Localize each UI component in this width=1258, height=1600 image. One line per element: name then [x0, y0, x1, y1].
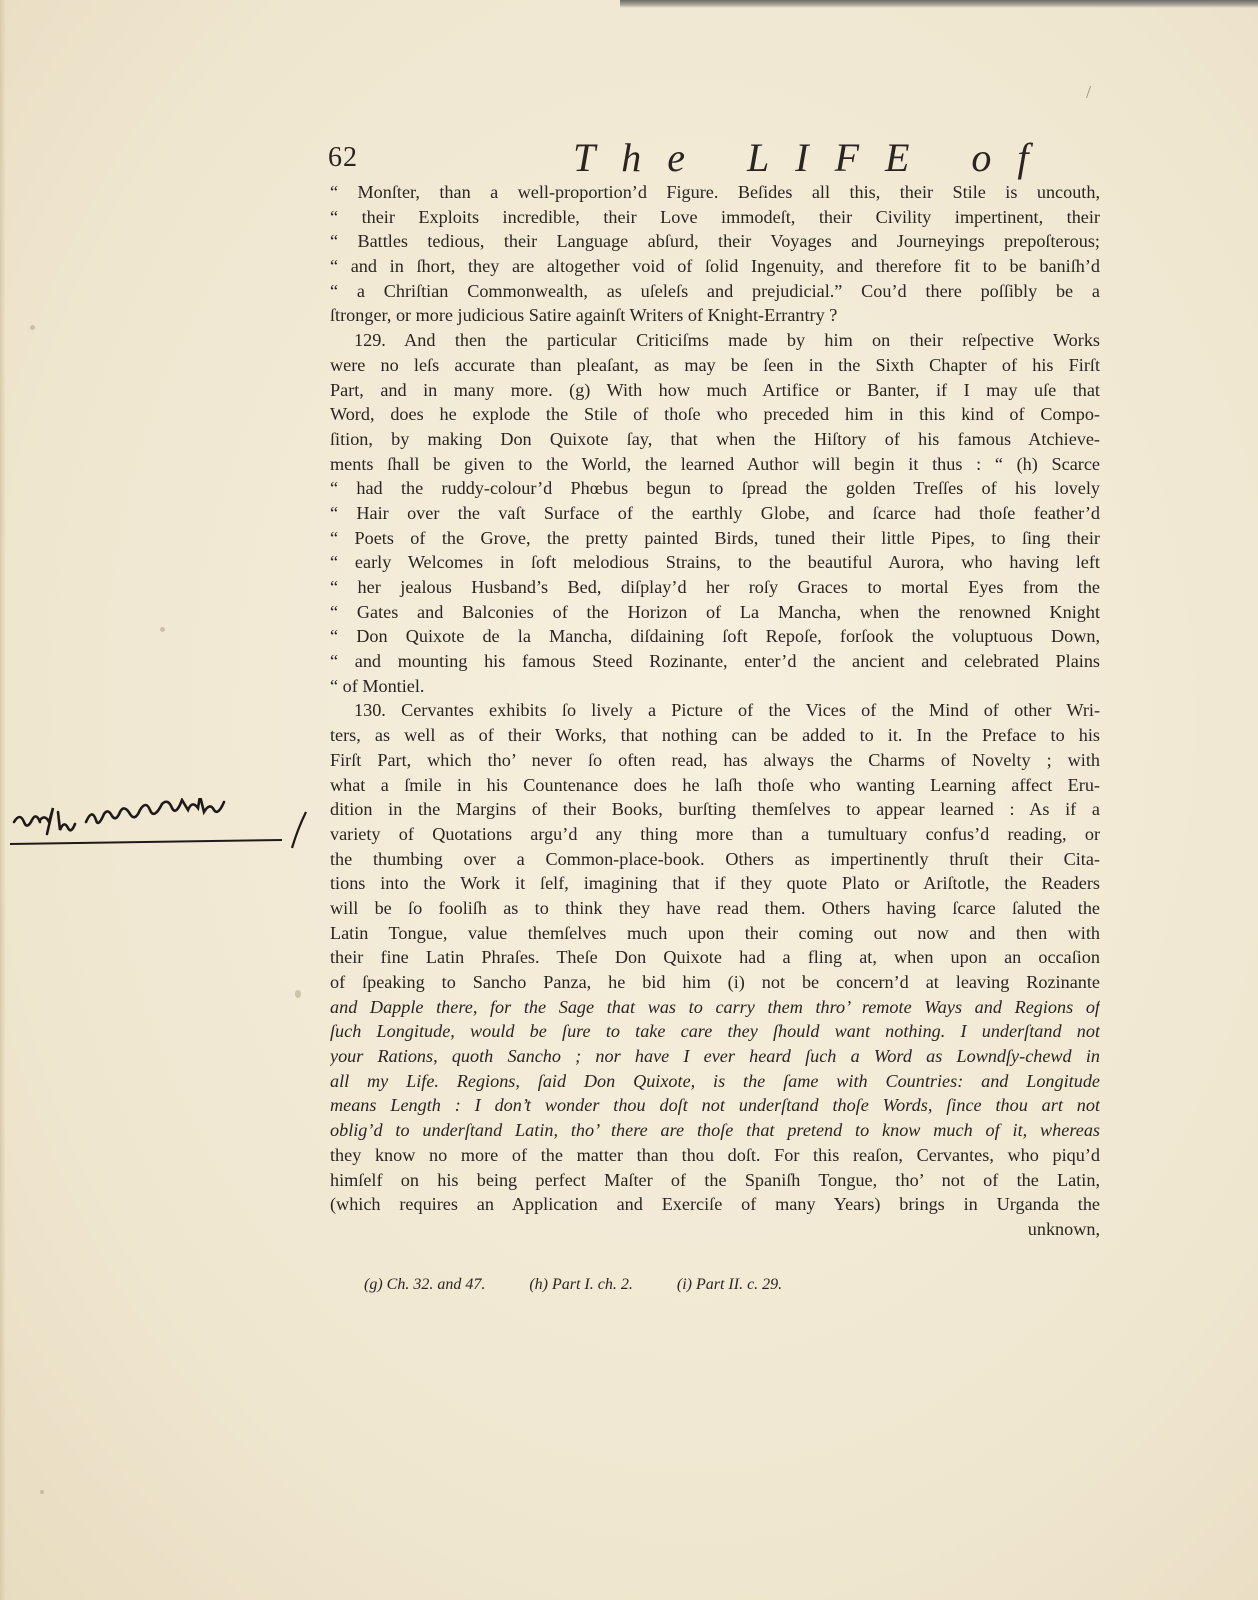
- text-line: “ Monſter, than a well-proportion’d Figure. Beſides all this, their Stile is uncouth,: [330, 182, 1100, 202]
- page-top-edge-shadow: [620, 0, 1258, 8]
- text-line: “ Gates and Balconies of the Horizon of La Mancha, when the renowned Knight: [330, 601, 1100, 622]
- text-line: all my Life. Regions, ſaid Don Quixote, is the ſame with Countries: and Longitude: [330, 1070, 1100, 1091]
- text-line: “ Poets of the Grove, the pretty painted Birds, tuned their little Pipes, to ſing their: [330, 527, 1100, 548]
- page-number: 62: [328, 142, 358, 173]
- text-line: and Dapple there, for the Sage that was to carry them thro’ remote Ways and Regions of: [330, 996, 1100, 1017]
- text-line: were no leſs accurate than pleaſant, as may be ſeen in the Sixth Chapter of his Firſt: [330, 354, 1100, 375]
- text-line: will be ſo fooliſh as to think they have read them. Others having ſcarce ſaluted the: [330, 897, 1100, 918]
- text-line: what a ſmile in his Countenance does he laſh thoſe who wanting Learning affect Eru-: [330, 774, 1100, 795]
- text-line: ſition, by making Don Quixote ſay, that when the Hiſtory of his famous Atchieve-: [330, 428, 1100, 449]
- catchword: unknown,: [1027, 1218, 1100, 1239]
- text-line: “ and mounting his famous Steed Rozinante, enter’d the ancient and celebrated Plains: [330, 651, 1100, 672]
- text-line: variety of Quotations argu’d any thing more than a tumultuary confus’d reading, or: [330, 823, 1100, 844]
- text-line: Word, does he explode the Stile of thoſe who preceded him in this kind of Compo-: [330, 404, 1100, 425]
- footnote-g: (g) Ch. 32. and 47.: [364, 1276, 486, 1293]
- text-line: 130. Cervantes exhibits ſo lively a Picture of the Vices of the Mind of other Wri-: [354, 700, 1100, 721]
- body-text: [330, 180, 1100, 1242]
- text-line: “ Battles tedious, their Language abſurd, their Voyages and Journeyings prepoſterous;: [330, 231, 1100, 252]
- text-line: ments ſhall be given to the World, the learned Author will begin it thus : “ (h) Scarce: [330, 453, 1100, 474]
- paper-spot: [30, 325, 35, 330]
- paper-spot: [160, 627, 165, 632]
- text-line: ſuch Longitude, would be ſure to take care they ſhould want nothing. I underſtand not: [330, 1021, 1100, 1042]
- paper-spot: [295, 990, 301, 998]
- text-line: they know no more of the matter than thou doſt. For this reaſon, Cervantes, who piqu’d: [330, 1144, 1100, 1165]
- text-line: “ had the ruddy-colour’d Phœbus begun to ſpread the golden Treſſes of his lovely: [330, 478, 1100, 499]
- text-line: tions into the Work it ſelf, imagining that if they quote Plato or Ariſtotle, the Readers: [330, 873, 1100, 894]
- text-line: “ Hair over the vaſt Surface of the earthly Globe, and ſcarce had thoſe feather’d: [330, 502, 1100, 523]
- text-line: 129. And then the particular Criticiſms made by him on their reſpective Works: [354, 330, 1100, 351]
- text-line: “ Don Quixote de la Mancha, diſdaining ſoft Repoſe, forſook the voluptuous Down,: [330, 626, 1100, 647]
- text-line: “ her jealous Husband’s Bed, diſplay’d her roſy Graces to mortal Eyes from the: [330, 577, 1100, 597]
- text-line: ters, as well as of their Works, that nothing can be added to it. In the Preface to his: [330, 725, 1100, 746]
- text-line: dition in the Margins of their Books, burſting themſelves to appear learned : As if a: [330, 799, 1100, 820]
- text-line: oblig’d to underſtand Latin, tho’ there are thoſe that pretend to know much of it, whereas: [330, 1120, 1100, 1141]
- handwritten-margin-signature: [6, 798, 326, 854]
- text-line: (which requires an Application and Exerciſe of many Years) brings in Urganda the: [330, 1194, 1100, 1215]
- corner-mark: /: [1086, 82, 1092, 102]
- footnote-i: (i) Part II. c. 29.: [676, 1276, 783, 1293]
- text-line: your Rations, quoth Sancho ; nor have I ever heard ſuch a Word as Lowndſy-chewd in: [330, 1046, 1100, 1067]
- text-line: Part, and in many more. (g) With how much Artifice or Banter, if I may uſe that: [330, 379, 1100, 400]
- footnotes: [364, 1276, 924, 1294]
- text-line: of ſpeaking to Sancho Panza, he bid him (i) not be concern’d at leaving Rozinante: [330, 972, 1100, 992]
- text-line: “ a Chriſtian Commonwealth, as uſeleſs and prejudicial.” Cou’d there poſſibly be a: [330, 280, 1100, 301]
- paper-spot: [40, 1490, 44, 1494]
- text-line: Firſt Part, which tho’ never ſo often read, has always the Charms of Novelty ; with: [330, 749, 1100, 770]
- text-line: Latin Tongue, value themſelves much upon their coming out now and then with: [330, 922, 1100, 943]
- page-header: [323, 134, 1123, 184]
- text-line: “ early Welcomes in ſoft melodious Strains, to the beautiful Aurora, who having left: [330, 552, 1100, 573]
- footnote-h: (h) Part I. ch. 2.: [529, 1276, 633, 1293]
- signature-drawing: [6, 798, 326, 854]
- running-head: The LIFE of: [573, 135, 1055, 180]
- text-line: means Length : I don’t wonder thou doſt not underſtand thoſe Words, ſince thou art not: [330, 1095, 1100, 1116]
- text-line: “ and in ſhort, they are altogether void of ſolid Ingenuity, and therefore fit to be baniſh’d: [330, 256, 1100, 277]
- text-line: the thumbing over a Common-place-book. Others as impertinently thruſt their Cita-: [330, 848, 1100, 869]
- text-line: their fine Latin Phraſes. Theſe Don Quixote had a fling at, when upon an occaſion: [330, 947, 1100, 968]
- text-line: “ of Montiel.: [330, 675, 425, 696]
- text-line: “ their Exploits incredible, their Love immodeſt, their Civility impertinent, their: [330, 206, 1100, 227]
- text-line: himſelf on his being perfect Maſter of the Spaniſh Tongue, tho’ not of the Latin,: [330, 1169, 1100, 1190]
- text-line: ſtronger, or more judicious Satire againſt Writers of Knight-Errantry ?: [330, 305, 838, 326]
